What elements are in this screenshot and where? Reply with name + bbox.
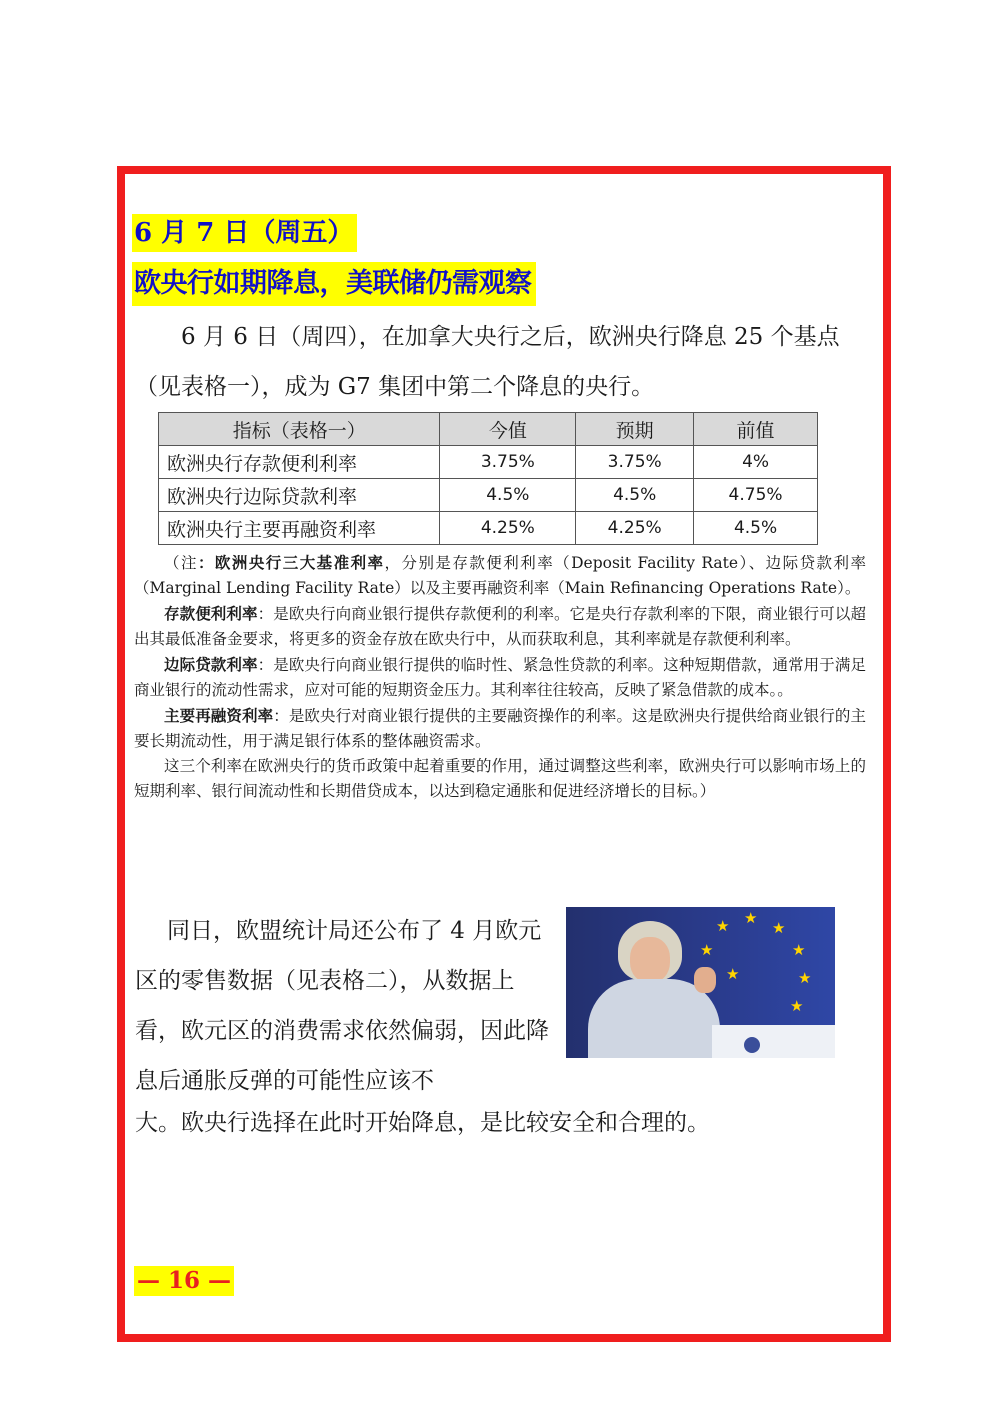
- header-expected: 预期: [576, 413, 694, 446]
- speaker-face: [630, 937, 670, 983]
- header-previous: 前值: [694, 413, 818, 446]
- eu-star-icon: ★: [798, 969, 812, 987]
- conclusion-paragraph: 大。欧央行选择在此时开始降息，是比较安全和合理的。: [135, 1110, 710, 1136]
- table-row: [159, 512, 818, 545]
- eu-star-icon: ★: [792, 941, 806, 959]
- marginal-term: 边际贷款利率: [164, 655, 258, 674]
- article-headline: 欧央行如期降息，美联储仍需观察: [132, 262, 536, 306]
- row-current: 4.5%: [440, 479, 576, 512]
- ecb-logo-icon: [744, 1037, 760, 1053]
- header-current: 今值: [440, 413, 576, 446]
- note-prefix: （注: [164, 554, 198, 572]
- row-expected: 3.75%: [576, 446, 694, 479]
- table-row: [159, 479, 818, 512]
- eu-star-icon: ★: [790, 997, 804, 1015]
- note-body: ，分别是存款便利利率（Deposit Facility Rate）、边际贷款利率（Marginal Lending Facility Rate）以及主要再融资利率（Main Refinancing Operations Rate）。: [134, 554, 866, 597]
- podium: [712, 1025, 835, 1058]
- table-header-row: [159, 413, 818, 446]
- date-heading: 6 月 7 日（周五）: [132, 214, 357, 252]
- note-term: ：欧洲央行三大基准利率: [197, 553, 385, 572]
- note-summary: 这三个利率在欧洲央行的货币政策中起着重要的作用，通过调整这些利率，欧洲央行可以影响市场上的短期利率、银行间流动性和长期借贷成本，以达到稳定通胀和促进经济增长的目标。）: [134, 757, 866, 800]
- retail-paragraph: 同日，欧盟统计局还公布了 4 月欧元区的零售数据（见表格二），从数据上看，欧元区的消费需求依然偏弱，因此降息后通胀反弹的可能性应该不: [135, 918, 549, 1094]
- note-deposit: [134, 601, 866, 652]
- ecb-press-photo: [566, 907, 835, 1058]
- row-current: 3.75%: [440, 446, 576, 479]
- row-expected: 4.25%: [576, 512, 694, 545]
- eu-star-icon: ★: [716, 917, 730, 935]
- eu-star-icon: ★: [744, 909, 758, 927]
- page-number: — 16 —: [134, 1266, 234, 1296]
- note-intro: [134, 550, 866, 601]
- row-label: 欧洲央行主要再融资利率: [159, 512, 440, 545]
- rate-notes: [134, 550, 866, 804]
- row-current: 4.25%: [440, 512, 576, 545]
- row-previous: 4.75%: [694, 479, 818, 512]
- note-marginal: [134, 652, 866, 703]
- row-label: 欧洲央行边际贷款利率: [159, 479, 440, 512]
- table-row: [159, 446, 818, 479]
- intro-paragraph: 6 月 6 日（周四），在加拿大央行之后，欧洲央行降息 25 个基点（见表格一），成为 G7 集团中第二个降息的央行。: [135, 324, 840, 400]
- eu-star-icon: ★: [772, 919, 786, 937]
- row-previous: 4.5%: [694, 512, 818, 545]
- note-mro: [134, 703, 866, 754]
- marginal-body: ：是欧央行向商业银行提供的临时性、紧急性贷款的利率。这种短期借款，通常用于满足商业银行的流动性需求，应对可能的短期资金压力。其利率往往较高，反映了紧急借款的成本。。: [134, 656, 866, 699]
- mro-term: 主要再融资利率: [164, 706, 274, 725]
- row-label: 欧洲央行存款便利利率: [159, 446, 440, 479]
- rates-table: [158, 412, 818, 545]
- eu-star-icon: ★: [726, 965, 740, 983]
- row-previous: 4%: [694, 446, 818, 479]
- eu-star-icon: ★: [700, 941, 714, 959]
- deposit-body: ：是欧央行向商业银行提供存款便利的利率。它是央行存款利率的下限，商业银行可以超出其最低准备金要求，将更多的资金存放在欧央行中，从而获取利息，其利率就是存款便利利率。: [134, 605, 866, 648]
- deposit-term: 存款便利利率: [164, 604, 258, 623]
- speaker-hand: [694, 967, 716, 993]
- mro-body: ：是欧央行对商业银行提供的主要融资操作的利率。这是欧洲央行提供给商业银行的主要长期流动性，用于满足银行体系的整体融资需求。: [134, 707, 866, 750]
- header-indicator: 指标（表格一）: [159, 413, 440, 446]
- row-expected: 4.5%: [576, 479, 694, 512]
